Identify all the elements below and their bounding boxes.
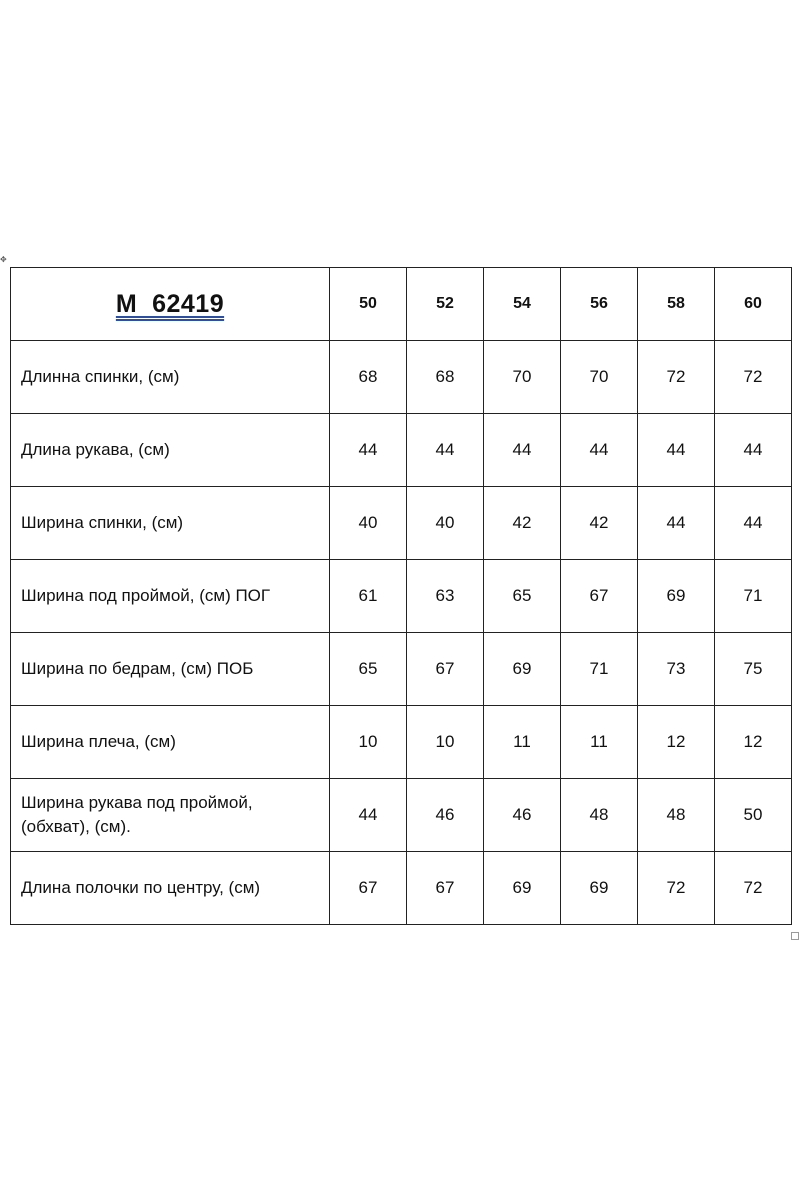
measurement-value: 42 [484,487,561,560]
measurement-value: 44 [484,414,561,487]
measurement-value: 10 [330,706,407,779]
measurement-value: 12 [715,706,792,779]
measurement-value: 68 [330,341,407,414]
model-code: M 62419 [115,289,225,318]
measurement-value: 65 [484,560,561,633]
table-row [11,414,792,487]
measurement-value: 44 [330,779,407,852]
measurement-value: 72 [638,852,715,925]
size-header: 54 [484,268,561,341]
table-row [11,633,792,706]
measurement-value: 40 [407,487,484,560]
measurement-value: 69 [484,852,561,925]
measurement-value: 71 [715,560,792,633]
measurement-label: Ширина под проймой, (см) ПОГ [11,560,330,633]
measurement-value: 11 [484,706,561,779]
measurement-value: 69 [561,852,638,925]
measurement-value: 69 [638,560,715,633]
table-row [11,487,792,560]
table-row [11,852,792,925]
measurement-value: 70 [484,341,561,414]
measurement-value: 40 [330,487,407,560]
measurement-value: 67 [407,633,484,706]
measurement-label: Длина рукава, (см) [11,414,330,487]
measurement-value: 44 [561,414,638,487]
measurement-value: 44 [407,414,484,487]
measurement-label: Ширина спинки, (см) [11,487,330,560]
measurement-value: 63 [407,560,484,633]
measurement-value: 69 [484,633,561,706]
measurement-label: Ширина плеча, (см) [11,706,330,779]
size-header: 50 [330,268,407,341]
measurement-value: 48 [638,779,715,852]
measurement-value: 67 [407,852,484,925]
measurement-value: 44 [638,414,715,487]
size-header: 56 [561,268,638,341]
table-resize-handle[interactable] [791,932,799,940]
measurement-value: 72 [715,341,792,414]
measurement-value: 65 [330,633,407,706]
measurement-value: 44 [330,414,407,487]
header-row [11,268,792,341]
table-move-handle-icon[interactable]: ✥ [0,255,7,264]
size-header: 58 [638,268,715,341]
measurement-value: 70 [561,341,638,414]
table-row [11,779,792,852]
measurement-label: Длина полочки по центру, (см) [11,852,330,925]
size-header: 60 [715,268,792,341]
measurement-value: 11 [561,706,638,779]
measurement-value: 67 [561,560,638,633]
measurement-value: 44 [715,487,792,560]
measurement-value: 44 [715,414,792,487]
measurement-value: 73 [638,633,715,706]
measurement-value: 48 [561,779,638,852]
measurement-label: Ширина рукава под проймой, (обхват), (см). [11,779,330,852]
measurement-label: Ширина по бедрам, (см) ПОБ [11,633,330,706]
measurement-value: 71 [561,633,638,706]
table-row [11,706,792,779]
table-row [11,341,792,414]
measurement-value: 67 [330,852,407,925]
model-code-cell [11,268,330,341]
size-header: 52 [407,268,484,341]
measurement-value: 42 [561,487,638,560]
measurement-label: Длинна спинки, (см) [11,341,330,414]
measurement-value: 72 [715,852,792,925]
measurement-value: 72 [638,341,715,414]
size-chart-table [10,267,792,925]
measurement-value: 61 [330,560,407,633]
measurement-value: 10 [407,706,484,779]
table-row [11,560,792,633]
measurement-value: 46 [407,779,484,852]
measurement-value: 46 [484,779,561,852]
measurement-value: 68 [407,341,484,414]
measurement-value: 75 [715,633,792,706]
measurement-value: 44 [638,487,715,560]
measurement-value: 12 [638,706,715,779]
measurement-value: 50 [715,779,792,852]
